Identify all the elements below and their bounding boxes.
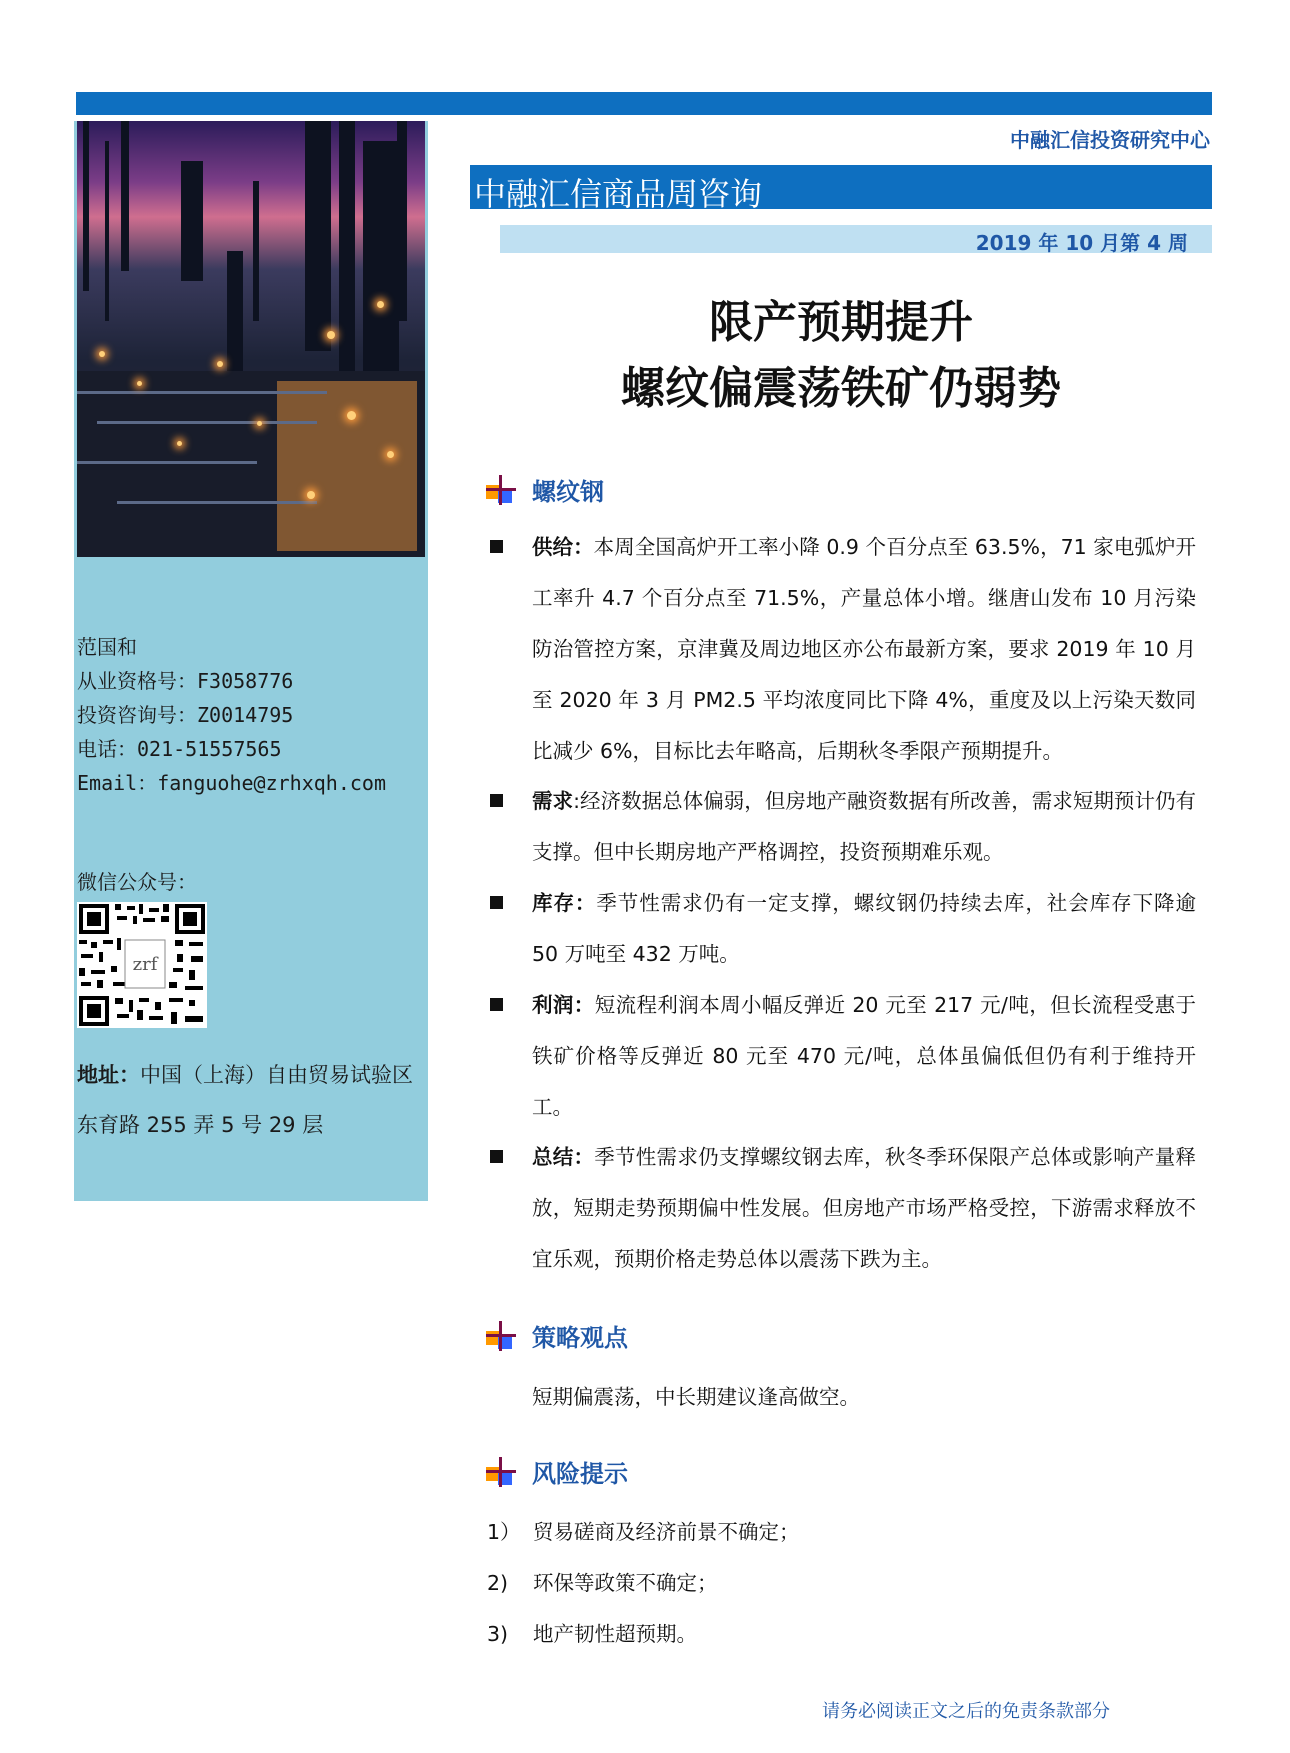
- consult-number: 投资咨询号：Z0014795: [77, 703, 294, 727]
- bullet-text: 短流程利润本周小幅反弹近 20 元至 217 元/吨，但长流程受惠于铁矿价格等反弹近 80 元至 470 元/吨，总体虽偏低但仍有利于维持开工。: [532, 993, 1197, 1119]
- bullet-profit: [490, 980, 1196, 1133]
- cross-icon: [486, 1457, 516, 1487]
- risk-item: [487, 1566, 718, 1596]
- top-bar: [76, 92, 1212, 115]
- headline-line-2: 螺纹偏震荡铁矿仍弱势: [621, 363, 1061, 414]
- risk-item: [487, 1515, 800, 1545]
- report-date: 2019 年 10 月第 4 周: [975, 231, 1188, 255]
- risk-item-text: 地产韧性超预期。: [533, 1622, 697, 1646]
- qr-logo: zrf: [132, 954, 158, 975]
- footer-disclaimer: 请务必阅读正文之后的免责条款部分: [822, 1701, 1110, 1722]
- cross-icon: [486, 1321, 516, 1351]
- bullet-text: :经济数据总体偏弱，但房地产融资数据有所改善，需求短期预计仍有支撑。但中长期房地产严格调控，投资预期难乐观。: [532, 789, 1197, 864]
- report-title-bar: [470, 165, 1212, 213]
- bullet-term: 需求: [532, 789, 574, 813]
- bullet-term: 利润：: [532, 993, 595, 1017]
- bullet-inventory: [490, 878, 1196, 980]
- refinery-photo: [77, 121, 425, 557]
- wechat-label: 微信公众号：: [77, 870, 197, 894]
- bullet-supply: [490, 522, 1196, 777]
- org-name: 中融汇信投资研究中心: [1010, 128, 1210, 152]
- cross-icon: [486, 475, 516, 505]
- address: [77, 1050, 427, 1150]
- risk-item: [487, 1617, 697, 1647]
- bullet-term: 供给：: [532, 535, 594, 559]
- author-name: 范国和: [77, 635, 137, 659]
- bullet-text: 季节性需求仍有一定支撑，螺纹钢仍持续去库，社会库存下降逾 50 万吨至 432 万吨。: [532, 891, 1197, 966]
- section-rebar-heading: [486, 472, 604, 507]
- qualification-number: 从业资格号：F3058776: [77, 669, 294, 693]
- square-bullet-icon: [490, 794, 503, 807]
- risk-item-number: 3): [487, 1622, 509, 1646]
- section-risk-title: 风险提示: [532, 1460, 628, 1488]
- strategy-text: 短期偏震荡，中长期建议逢高做空。: [532, 1385, 860, 1409]
- section-risk-heading: [486, 1454, 628, 1489]
- risk-item-text: 环保等政策不确定；: [533, 1571, 718, 1595]
- risk-item-number: 2): [487, 1571, 509, 1595]
- bullet-text: 季节性需求仍支撑螺纹钢去库，秋冬季环保限产总体或影响产量释放，短期走势预期偏中性发展。但房地产市场严格受控，下游需求释放不宜乐观，预期价格走势总体以震荡下跌为主。: [532, 1145, 1197, 1271]
- address-label: 地址：: [77, 1063, 140, 1087]
- report-title: 中融汇信商品周咨询: [474, 175, 763, 213]
- bullet-term: 总结：: [532, 1145, 595, 1169]
- risk-item-text: 贸易磋商及经济前景不确定；: [533, 1520, 800, 1544]
- date-bar: [500, 225, 1212, 253]
- bullet-term: 库存：: [532, 891, 597, 915]
- section-rebar-title: 螺纹钢: [532, 478, 604, 506]
- square-bullet-icon: [490, 540, 503, 553]
- section-strategy-heading: [486, 1318, 628, 1353]
- bullet-summary: [490, 1132, 1196, 1285]
- headline-line-1: 限产预期提升: [709, 297, 973, 348]
- bullet-demand: [490, 776, 1196, 878]
- qr-code: [77, 902, 207, 1028]
- risk-item-number: 1）: [487, 1520, 521, 1544]
- author-info: [77, 630, 386, 800]
- square-bullet-icon: [490, 896, 503, 909]
- phone: 电话：021-51557565: [77, 737, 282, 761]
- square-bullet-icon: [490, 998, 503, 1011]
- bullet-text: 本周全国高炉开工率小降 0.9 个百分点至 63.5%，71 家电弧炉开工率升 4.7 个百分点至 71.5%，产量总体小增。继唐山发布 10 月污染防治管控方案，京津冀及周边地区亦公布最新方案，要求 2019 年 10 月至 2020 年 3 月 PM2.5 平均浓度同比下降 4%，重度及以上污染天数同比减少 6%，目标比去年略高，后期秋冬季限产预期提升。: [532, 535, 1197, 763]
- headline: [470, 290, 1212, 422]
- address-text: 中国（上海）自由贸易试验区东育路 255 弄 5 号 29 层: [77, 1063, 413, 1137]
- square-bullet-icon: [490, 1150, 503, 1163]
- email: Email：fanguohe@zrhxqh.com: [77, 771, 386, 795]
- section-strategy-title: 策略观点: [532, 1324, 628, 1352]
